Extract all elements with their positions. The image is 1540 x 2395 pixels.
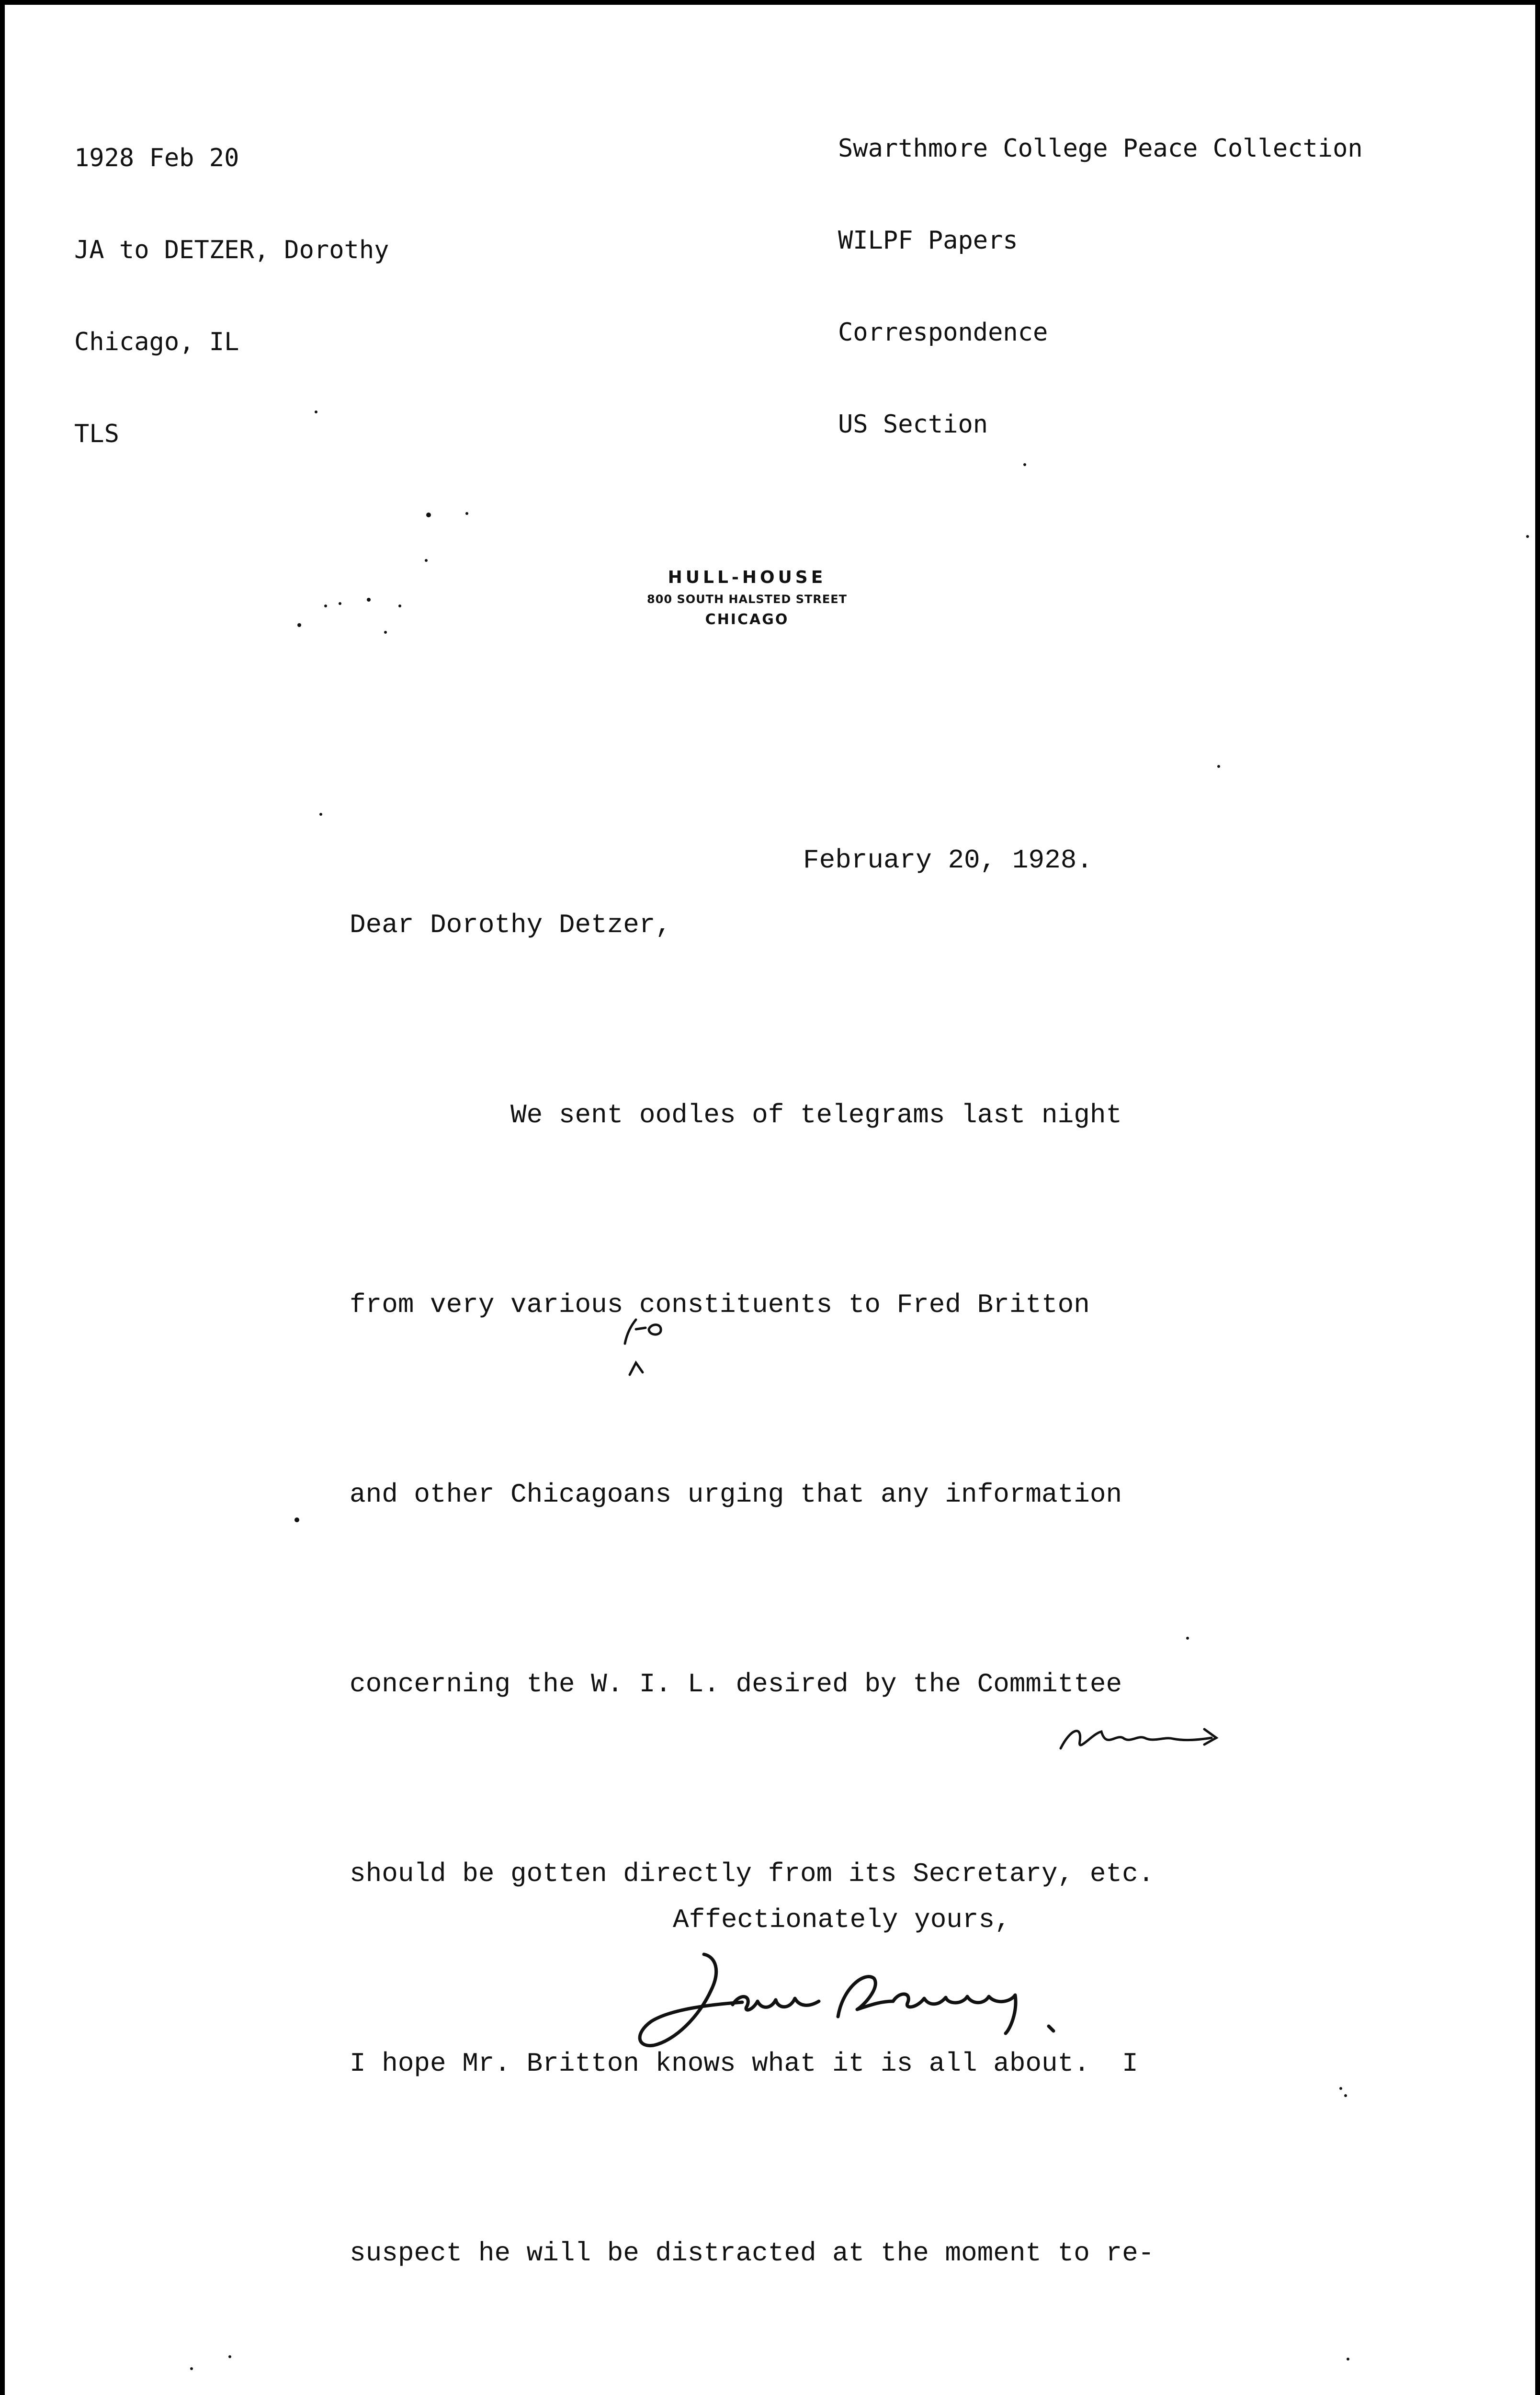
letterhead-street: 800 SOUTH HALSTED STREET [646,593,848,606]
collection-name: Swarthmore College Peace Collection [838,134,1363,163]
letter-salutation: Dear Dorothy Detzer, [350,910,672,940]
collection-papers: WILPF Papers [838,226,1018,255]
body-line: I hope Mr. Britton knows what it is all about. I [350,2048,1138,2079]
citation-place: Chicago, IL [74,328,239,356]
body-line: concerning the W. I. L. desired by the Committee [350,1669,1122,1699]
archive-citation-left [74,81,389,511]
citation-date: 1928 Feb 20 [74,144,239,172]
letterhead-name: HULL-HOUSE [668,568,827,587]
body-line: suspect he will be distracted at the moment to re- [350,2238,1155,2269]
letter-body [350,957,1186,2395]
body-line: from very various constituents to Fred Britton [350,1289,1090,1320]
collection-section: US Section [838,410,988,439]
letter-closing: Affectionately yours, [673,1905,1011,1935]
letter-date: February 20, 1928. [803,845,1093,876]
citation-type: TLS [74,420,119,448]
letterhead [603,565,891,631]
body-line: and other Chicagoans urging that any information [350,1479,1122,1510]
letterhead-city: CHICAGO [705,611,789,628]
handwritten-signature [632,1945,1140,2060]
body-line: should be gotten directly from its Secretary, etc. [350,1859,1155,1889]
body-line: We sent oodles of telegrams last night [350,1100,1122,1130]
archive-citation-right [838,72,1363,501]
citation-correspondents: JA to DETZER, Dorothy [74,236,389,264]
collection-series: Correspondence [838,318,1048,347]
